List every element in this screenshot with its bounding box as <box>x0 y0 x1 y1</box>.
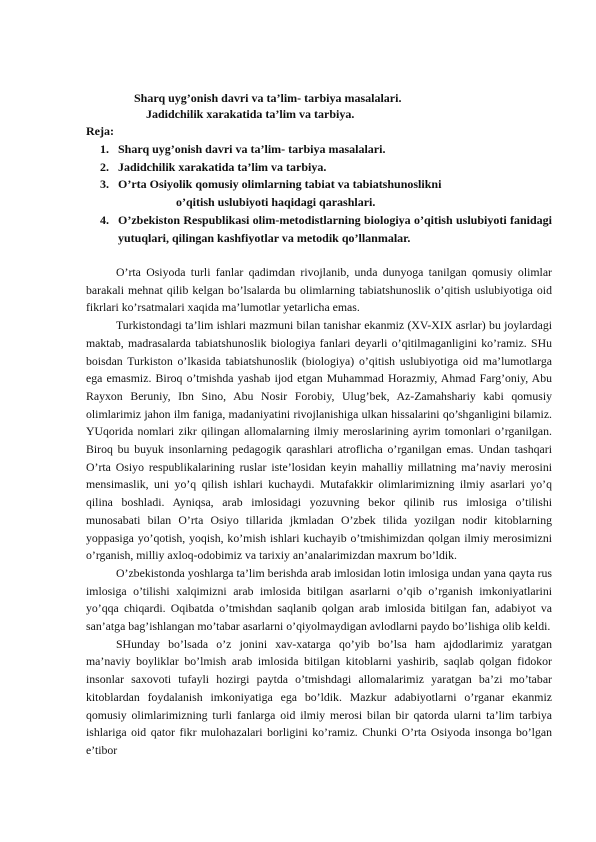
paragraph: Turkistondagi ta’lim ishlari mazmuni bilan tanishar ekanmiz (XV-XIX asrlar) bu joylardagi maktab, madrasalarda tabiatshunoslik biologiya fanlari deyarli o’qitilmaganligini ko’ramiz. SHu boisdan Turkiston o’lkasida tabiatshunoslik (biologiya) o’qitish uslubiyotiga oid ma’lumotlarga ega emasmiz. Biroq o’tmishda yashab ijod etgan Muhammad Horazmiy, Ahmad Farg’oniy, Abu Rayxon Beruniy, Ibn Sino, Abu Nosir Forobiy, Ulug’bek, Az-Zamahshariy kabi qomusiy olimlarimiz jahon ilm faniga, madaniyatini rivojlanishiga ulkan hissalarini qo’shganligini bilamiz. YUqorida nomlari zikr qilingan allomalarning ilmiy meroslarining ayrim tomonlari o’rganilgan. Biroq bu buyuk insonlarning pedagogik qarashlari atroflicha o’rganilgan emas. Undan tashqari O’rta Osiyo respublikalarining ruslar iste’losidan keyin mahalliy millatning ma’naviy merosini mensimaslik, uni yo’q qilish ishlari kuchaydi. Mutafakkir olimlarimizning ilmiy asarlari yo’q qilina boshladi. Ayniqsa, arab imlosidagi yozuvning bekor qilinib rus imlosiga o’tilishi munosabati bilan O’rta Osiyo tillarida jkmladan O’zbek tilida yozilgan nodir kitoblarning yoppasiga yo’qotish, yoqish, ko’mish ishlari kuchayib o’tmishimizdan qolgan ilmiy merosimizni o’rganish, milliy axloq-odobimiz va tarixiy an’analarimizdan maxrum bo’ldik. <box>86 318 552 563</box>
plan-item-text: O’rta Osiyolik qomusiy olimlarning tabiat va tabiatshunoslikni <box>118 177 442 192</box>
paragraph: SHunday bo’lsada o’z jonini xav-xatarga qo’yib bo’lsa ham ajdodlarimiz yaratgan ma’naviy boyliklar bo’lmish arab imlosida bitilgan kitoblarni yashirib, saqlab qolgan fidokor insonlar saxovoti tufayli hozirgi paytda o’tmishdagi allomalarimiz yaratgan ba’zi mo’tabar kitoblardan foydalanish imkoniyatiga ega bo’ldik. Mazkur adabiyotlarni o’rganar ekanmiz qomusiy olimlarimizning turli fanlarga oid ilmiy merosi bilan bir qatorda ularni ta’lim tarbiya ishlariga oid qator fikr mulohazalari borligini ko’ramiz. Chunki O’rta Osiyoda insonga bo’lgan e’tibor <box>86 636 552 757</box>
paragraph: O’zbekistonda yoshlarga ta’lim berishda arab imlosidan lotin imlosiga undan yana qayta rus imlosiga o’tilishi xalqimizni arab imlosida bitilgan asarlarni o’qib o’rganish imkoniyatlarini yo’qqa chiqardi. Oqibatda o’tmishdan saqlanib qolgan arab imlosida bitilgan fan, adabiyot va san’atga bag’ishlangan mo’tabar asarlarni o’qiyolmaydigan avlodlarni paydo bo’lishiga olib keldi. <box>86 565 552 634</box>
plan-item-number: 2. <box>100 159 109 174</box>
document-subtitle: Jadidchilik xarakatida ta’lim va tarbiya. <box>146 107 355 121</box>
body-text <box>86 264 552 760</box>
plan-item <box>100 176 552 194</box>
plan-item-number: 4. <box>100 212 109 227</box>
plan-list <box>100 141 552 247</box>
plan-item-number: 1. <box>100 142 109 156</box>
plan-item-text: Jadidchilik xarakatida ta’lim va tarbiya. <box>118 159 327 174</box>
plan-item <box>100 212 552 247</box>
plan-item-continuation <box>100 194 552 212</box>
document-title: Sharq uyg’onish davri va ta’lim- tarbiya masalalari. <box>134 91 402 105</box>
plan-item-number: 3. <box>100 177 109 192</box>
plan-item-text-continuation: o’qitish uslubiyoti haqidagi qarashlari. <box>176 195 376 210</box>
plan-item <box>100 159 552 177</box>
plan-item-text: O’zbekiston Respublikasi olim-metodistlarning biologiya o’qitish uslubiyoti fanidagi yutuqlari, qilingan kashfiyotlar va metodik qo’llanmalar. <box>118 212 552 245</box>
plan-heading: Reja: <box>86 124 114 138</box>
plan-item <box>100 141 552 159</box>
plan-item-text: Sharq uyg’onish davri va ta’lim- tarbiya masalalari. <box>118 142 386 156</box>
paragraph: O’rta Osiyoda turli fanlar qadimdan rivojlanib, unda dunyoga tanilgan qomusiy olimlar barakali mehnat qilib kelgan bo’lsalarda bu olimlarning tabiatshunoslik o’qitish uslubiyotiga oid fikrlari ko’rsatmalari xaqida ma’lumotlar yetarlicha emas. <box>86 265 552 315</box>
